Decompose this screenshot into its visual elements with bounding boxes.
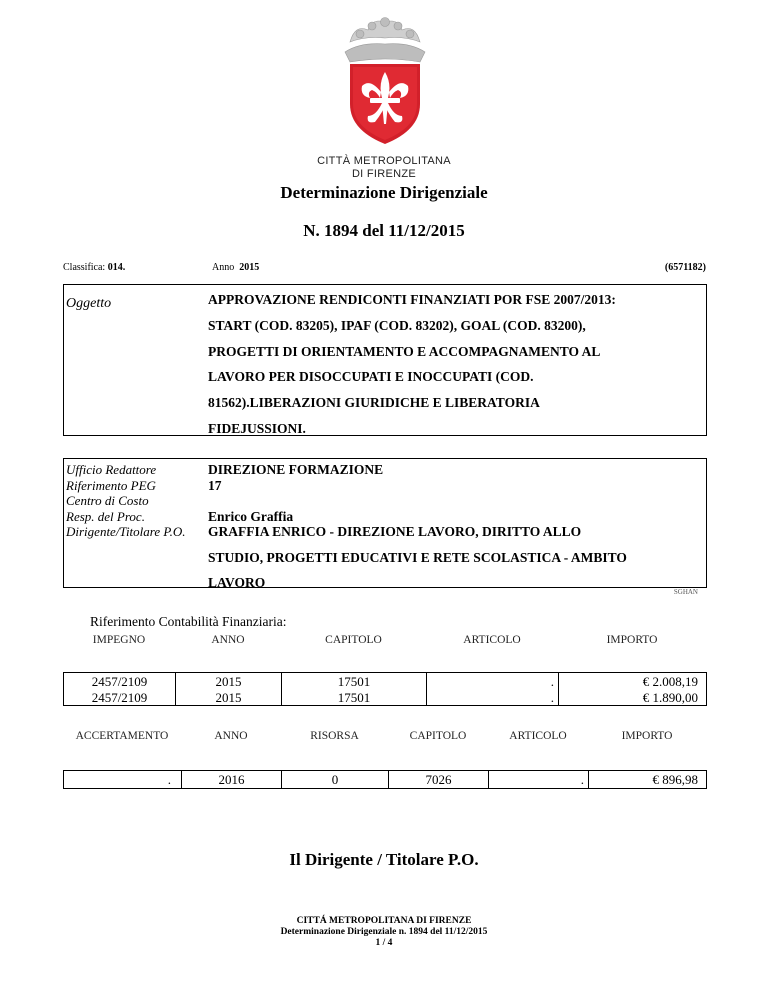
header-anno: ANNO (211, 634, 245, 646)
capitolo-cell (282, 673, 427, 705)
anno (212, 262, 259, 273)
oggetto-text (208, 287, 616, 442)
info-box (63, 458, 707, 588)
importo-cell (559, 673, 706, 705)
header-capitolo-acc: CAPITOLO (409, 730, 467, 742)
capitolo-value: 17501 (337, 689, 371, 705)
anno-cell (176, 673, 282, 705)
org-name-line1: CITTÀ METROPOLITANA (317, 155, 451, 167)
label-ufficio-redattore: Ufficio Redattore (66, 462, 157, 477)
oggetto-line: FIDEJUSSIONI. (208, 420, 306, 436)
articolo-acc-value: . (489, 771, 589, 788)
accertamenti-table (63, 770, 707, 789)
label-resp-proc: Resp. del Proc. (66, 508, 145, 524)
impegno-cell (64, 673, 176, 705)
risorsa-value: 0 (282, 771, 389, 788)
ufficio-value: DIREZIONE FORMAZIONE (208, 462, 384, 477)
contabilita-title: Riferimento Contabilità Finanziaria: (90, 614, 287, 629)
importo-value: € 1.890,00 (642, 689, 698, 705)
footer-page-number: 1 / 4 (375, 938, 393, 948)
resp-value: Enrico Graffia (208, 508, 294, 524)
oggetto-line: START (COD. 83205), IPAF (COD. 83202), GOAL (COD. 83200), (208, 317, 586, 333)
initials: SGHAN (673, 588, 698, 596)
label-riferimento-peg: Riferimento PEG (66, 477, 156, 493)
label-centro-di-costo: Centro di Costo (66, 493, 149, 508)
header-importo-acc: IMPORTO (621, 730, 673, 742)
impegno-value: 2457/2109 (91, 689, 148, 705)
oggetto-line: LAVORO PER DISOCCUPATI E INOCCUPATI (COD. (208, 369, 534, 385)
anno-acc-value: 2016 (182, 771, 282, 788)
header-anno-acc: ANNO (214, 730, 248, 742)
header-articolo: ARTICOLO (463, 634, 521, 646)
footer-doc-ref: Determinazione Dirigenziale n. 1894 del 11/12/2015 (280, 927, 488, 937)
impegno-value: 2457/2109 (91, 674, 148, 689)
org-name-line2: DI FIRENZE (351, 168, 417, 180)
document-code: (6571182) (664, 262, 706, 273)
capitolo-acc-value: 7026 (389, 771, 489, 788)
articolo-value: . (550, 689, 554, 705)
anno-label: Anno (212, 262, 235, 273)
document-number: N. 1894 del 11/12/2015 (303, 221, 465, 240)
dirigente-value (208, 519, 627, 596)
oggetto-box (63, 284, 707, 436)
header-risorsa: RISORSA (310, 730, 359, 742)
capitolo-value: 17501 (337, 674, 371, 689)
info-values (208, 462, 627, 596)
dirigente-line: STUDIO, PROGETTI EDUCATIVI E RETE SCOLASTICA - AMBITO (208, 549, 627, 565)
articolo-cell (427, 673, 559, 705)
anno-value: 2015 (215, 674, 242, 689)
articolo-value: . (550, 674, 554, 689)
oggetto-line: 81562).LIBERAZIONI GIURIDICHE E LIBERATORIA (208, 395, 540, 411)
info-labels (66, 462, 186, 540)
header-capitolo: CAPITOLO (325, 634, 382, 646)
importo-value: € 2.008,19 (642, 674, 698, 689)
label-dirigente: Dirigente/Titolare P.O. (66, 524, 186, 539)
header-articolo-acc: ARTICOLO (509, 730, 567, 742)
centro-di-costo-value (208, 493, 627, 509)
accertamento-value: . (64, 771, 182, 788)
dirigente-line: GRAFFIA ENRICO - DIREZIONE LAVORO, DIRITTO ALLO (208, 524, 582, 539)
oggetto-line: APPROVAZIONE RENDICONTI FINANZIATI POR FSE 2007/2013: (208, 292, 616, 307)
classifica-label: Classifica: (63, 262, 106, 273)
classifica-value: 014. (107, 262, 126, 273)
importo-acc-value: € 896,98 (652, 772, 698, 787)
signature-heading: Il Dirigente / Titolare P.O. (289, 850, 479, 869)
footer-org: CITTÁ METROPOLITANA DI FIRENZE (296, 916, 472, 926)
dirigente-line: LAVORO (208, 575, 266, 590)
impegni-table (63, 672, 707, 706)
oggetto-line: PROGETTI DI ORIENTAMENTO E ACCOMPAGNAMENTO AL (208, 343, 601, 359)
document-title: Determinazione Dirigenziale (280, 183, 488, 202)
anno-value: 2015 (239, 262, 260, 273)
anno-value: 2015 (215, 689, 242, 705)
header-importo: IMPORTO (606, 634, 658, 646)
header-impegno: IMPEGNO (92, 634, 146, 646)
classifica (63, 262, 125, 273)
header-accertamento: ACCERTAMENTO (75, 730, 169, 742)
coat-of-arms-logo (320, 12, 450, 152)
peg-value: 17 (208, 477, 222, 493)
oggetto-label: Oggetto (66, 296, 112, 311)
